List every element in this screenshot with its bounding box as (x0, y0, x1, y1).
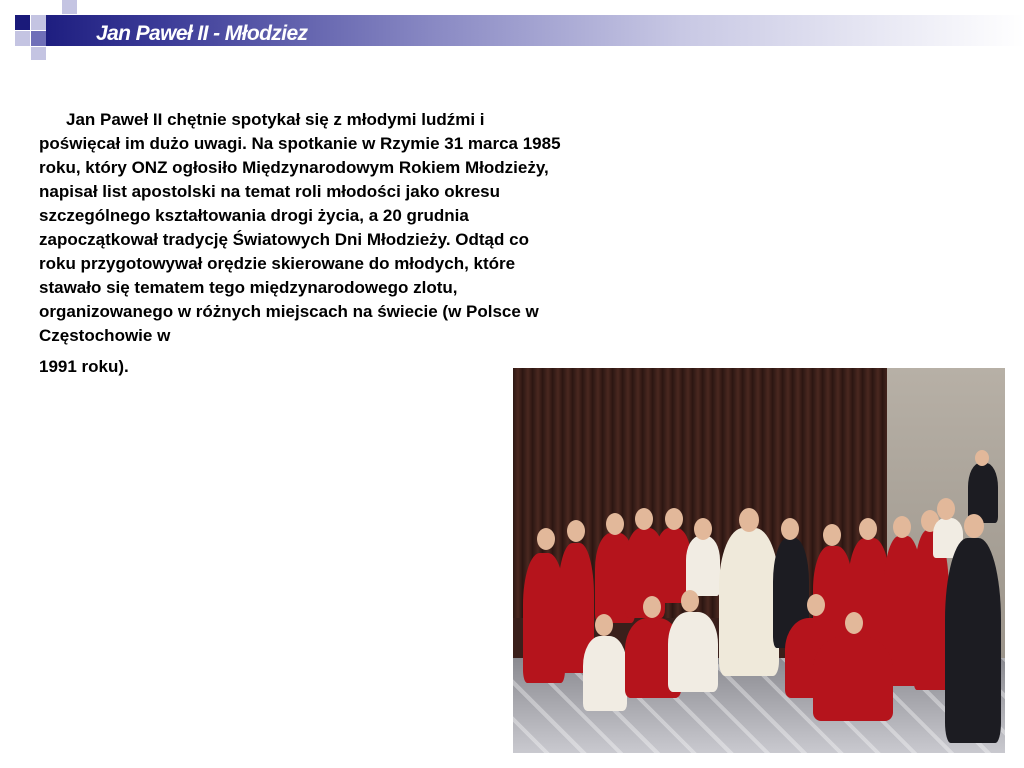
corner-square-decoration (31, 15, 46, 30)
photo-figure-head (845, 612, 863, 634)
photo-figure (686, 536, 720, 596)
corner-square-decoration (62, 0, 77, 14)
body-text-last-line: 1991 roku). (39, 357, 129, 376)
photo-figure-head (807, 594, 825, 616)
photo-figure (813, 636, 893, 721)
corner-square-decoration (15, 31, 30, 46)
corner-square-decoration (31, 31, 46, 46)
photo-figure-head (643, 596, 661, 618)
photo-figure (668, 612, 718, 692)
photo-figure-head (537, 528, 555, 550)
photo-figure (945, 538, 1001, 743)
body-paragraph (39, 108, 569, 379)
photo-figure-head (859, 518, 877, 540)
corner-square-decoration (15, 15, 30, 30)
pope-with-youth-photo (513, 368, 1005, 753)
photo-figure-head (975, 450, 989, 466)
photo-figure-head (781, 518, 799, 540)
photo-figure-head (893, 516, 911, 538)
photo-figure-head (567, 520, 585, 542)
body-text-main: Jan Paweł II chętnie spotykał się z młodymi ludźmi i poświęcał im dużo uwagi. Na spotkanie w Rzymie 31 marca 1985 roku, który ONZ ogłosiło Międzynarodowym Rokiem Młodzieży, napisał list apostolski na temat roli młodości jako okresu szczególnego kształtowania drogi życia, a 20 grudnia zapoczątkował tradycję Światowych Dni Młodzieży. Odtąd co roku przygotowywał orędzie skierowane do młodych, które stawało się tematem tego międzynarodowego zlotu, organizowanego w różnych miejscach na świecie (w Polsce w Częstochowie w (39, 110, 561, 345)
photo-figure-head (823, 524, 841, 546)
slide-title: Jan Paweł II - Młodziez (96, 22, 308, 45)
photo-figure-head (937, 498, 955, 520)
photo-figure-head (595, 614, 613, 636)
photo-figure-head (681, 590, 699, 612)
photo-figure-head (964, 514, 984, 538)
photo-figure-head (665, 508, 683, 530)
photo-figure-head (606, 513, 624, 535)
photo-figure-head (739, 508, 759, 532)
photo-figure-head (694, 518, 712, 540)
photo-figure-head (635, 508, 653, 530)
corner-square-decoration (31, 47, 46, 60)
photo-figure (583, 636, 627, 711)
photo-figure-pope (719, 528, 779, 676)
